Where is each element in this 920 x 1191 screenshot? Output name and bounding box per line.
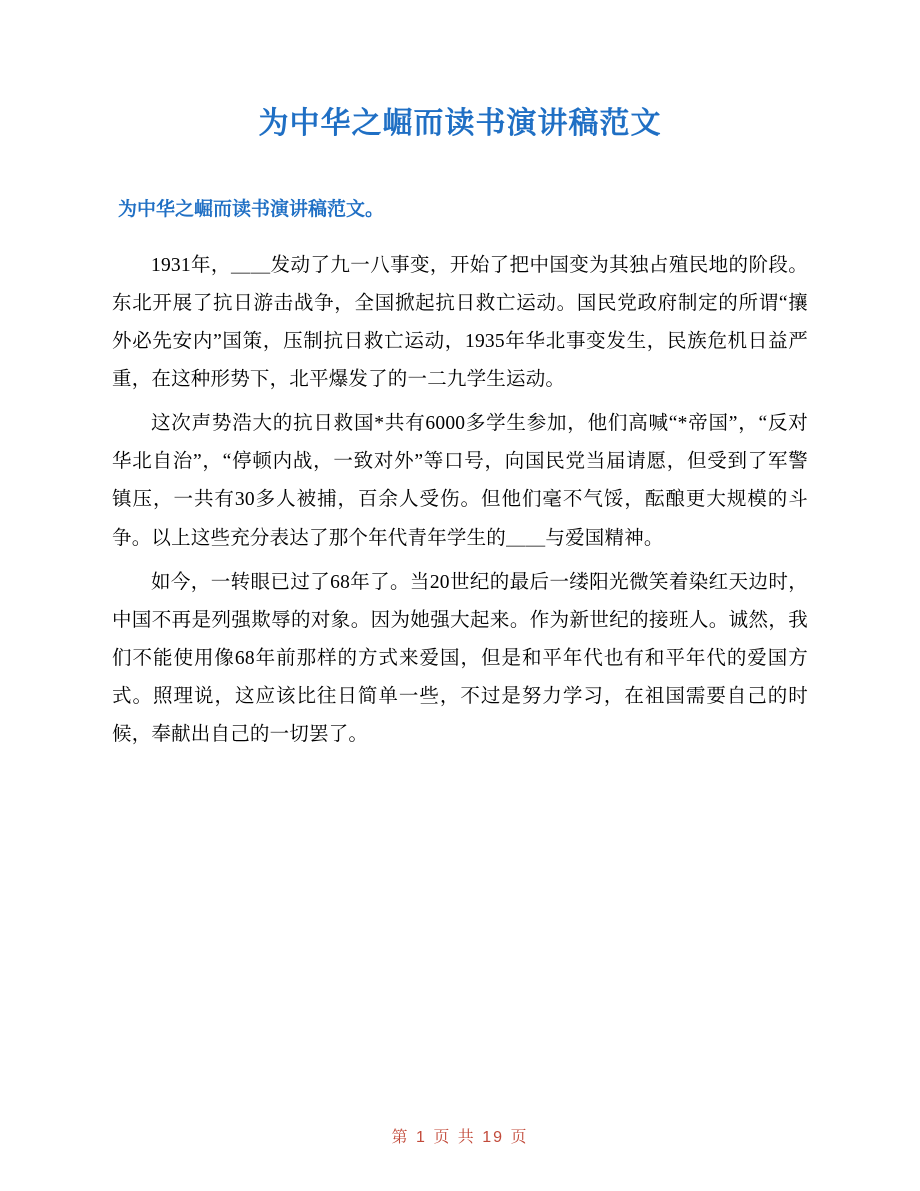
document-subtitle: 为中华之崛而读书演讲稿范文。 — [118, 199, 385, 220]
document-body — [0, 195, 920, 1191]
footer-prefix: 第 — [391, 1129, 410, 1146]
footer-current-page: 1 — [415, 1129, 427, 1146]
paragraph: 如今，一转眼已过了68年了。当20世纪的最后一缕阳光微笑着染红天边时，中国不再是列强欺辱的对象。因为她强大起来。作为新世纪的接班人。诚然，我们不能使用像68年前那样的方式来爱国，但是和平年代也有和平年代的爱国方式。照理说，这应该比往日简单一些，不过是努力学习，在祖国需要自己的时候，奉献出自己的一切罢了。 — [112, 571, 808, 745]
footer-suffix: 页 — [510, 1129, 529, 1146]
footer-middle: 页 共 — [433, 1129, 476, 1146]
page-title: 为中华之崛而读书演讲稿范文 — [258, 107, 662, 140]
footer-total-pages: 19 — [482, 1129, 505, 1146]
paragraph: 这次声势浩大的抗日救国*共有6000多学生参加，他们高喊“*帝国”，“反对华北自治”，“停顿内战，一致对外”等口号，向国民党当届请愿，但受到了军警镇压，一共有30多人被捕，百余人受伤。但他们毫不气馁，酝酿更大规模的斗争。以上这些充分表达了那个年代青年学生的＿＿与爱国精神。 — [112, 413, 808, 549]
paragraph: 1931年，＿＿发动了九一八事变，开始了把中国变为其独占殖民地的阶段。东北开展了抗日游击战争，全国掀起抗日救亡运动。国民党政府制定的所谓“攘外必先安内”国策，压制抗日救亡运动，1935年华北事变发生，民族危机日益严重，在这种形势下，北平爆发了的一二九学生运动。 — [112, 255, 808, 391]
page-footer — [0, 1124, 920, 1147]
